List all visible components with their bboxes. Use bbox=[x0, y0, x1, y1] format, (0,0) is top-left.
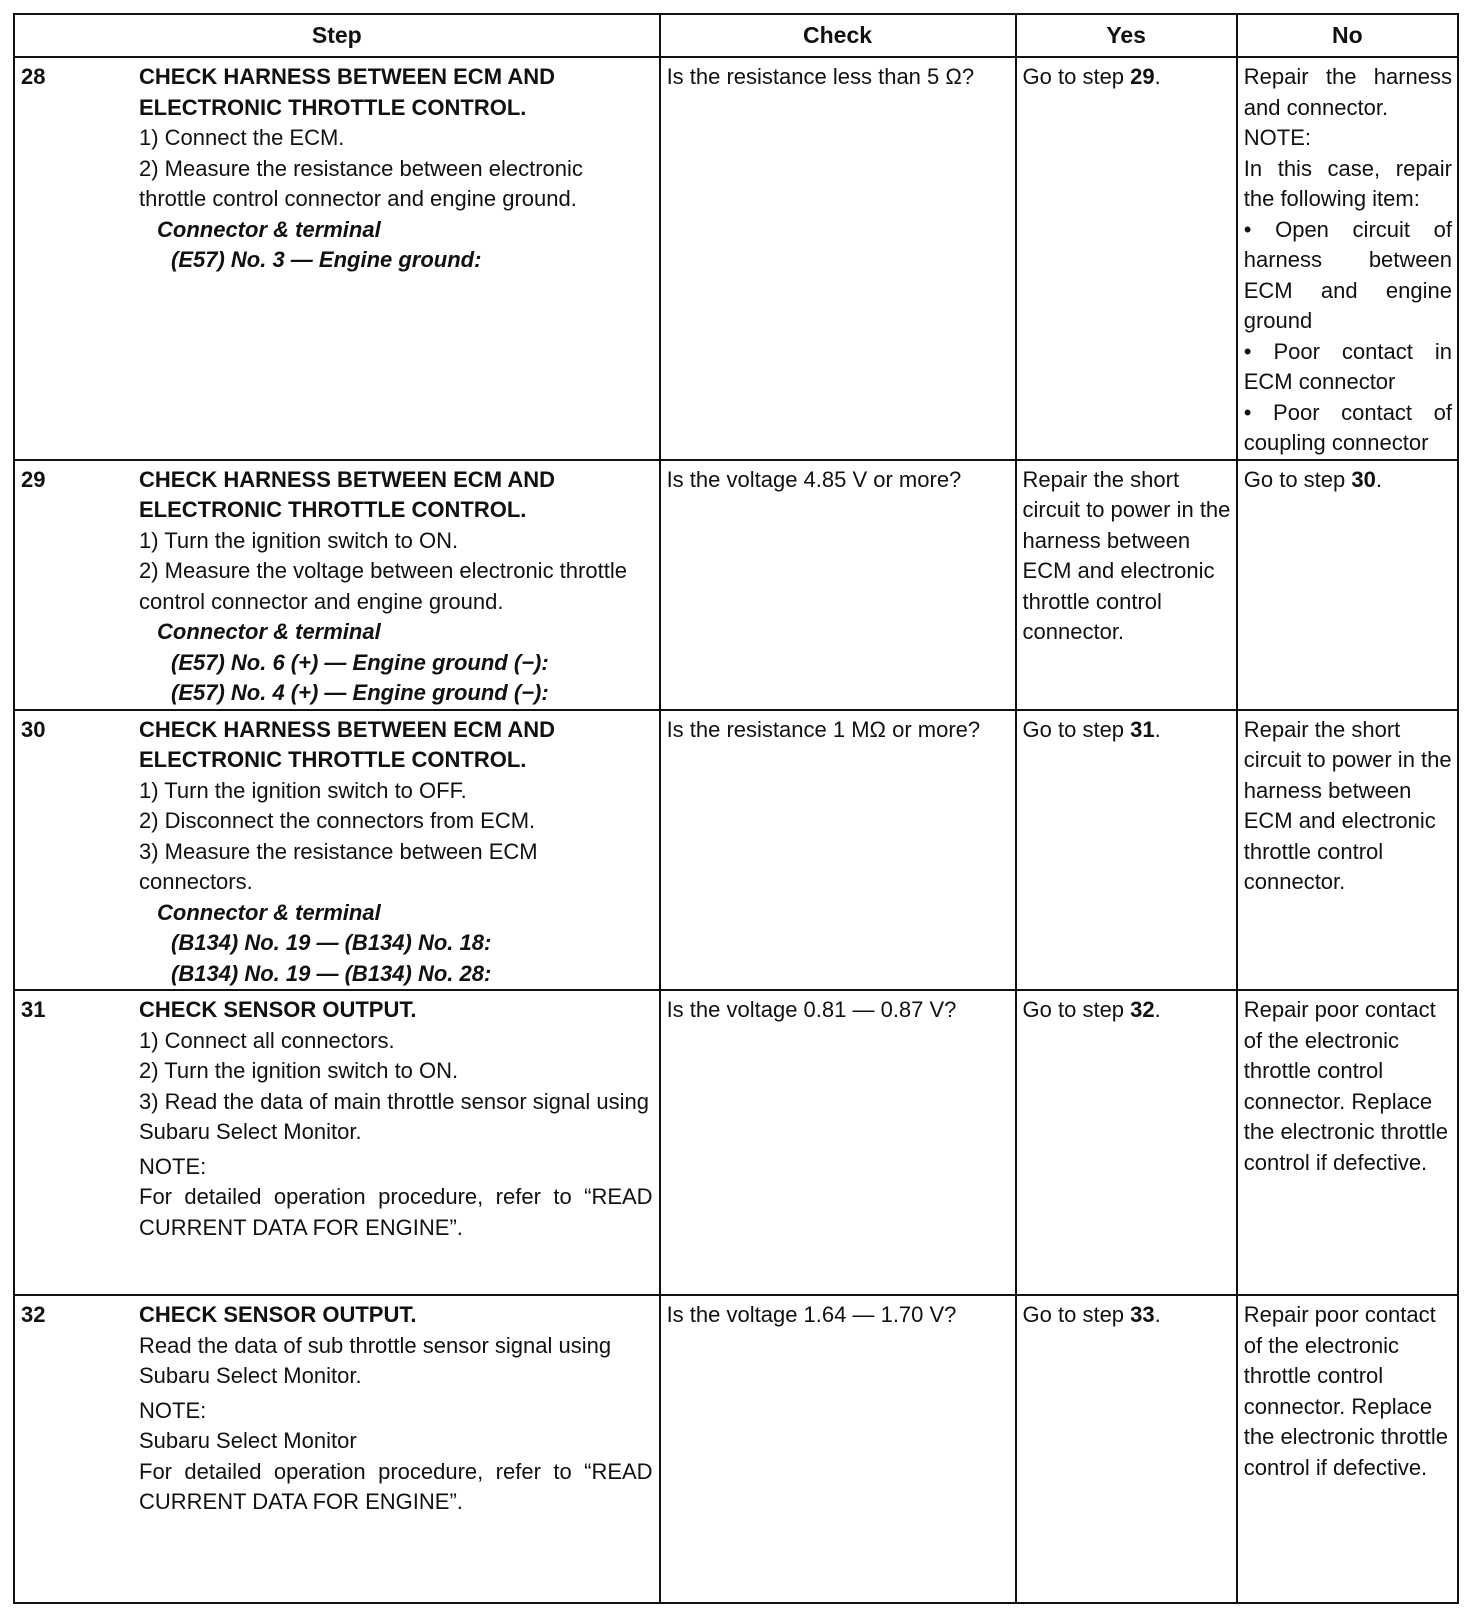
no-text: Repair poor contact of the electronic throttle control connector. Replace the electronic throttle control if defective. bbox=[1243, 997, 1448, 1175]
yes-text: Go to step 33. bbox=[1022, 1302, 1161, 1327]
no-cell bbox=[1237, 1295, 1458, 1603]
step-reference: 29 bbox=[1130, 64, 1155, 89]
check-text: Is the resistance 1 MΩ or more? bbox=[666, 716, 981, 742]
substep: 3) Read the data of main throttle sensor signal using Subaru Select Monitor. bbox=[139, 1088, 649, 1144]
no-text: Go to step 30. bbox=[1243, 466, 1382, 492]
check-text: Is the resistance less than 5 Ω? bbox=[666, 64, 975, 89]
step-number: 29 bbox=[21, 466, 46, 492]
step-title: CHECK HARNESS BETWEEN ECM AND ELECTRONIC THROTTLE CONTROL. bbox=[139, 716, 555, 772]
check-cell bbox=[660, 710, 1016, 991]
step-reference: 31 bbox=[1130, 716, 1155, 742]
header-no: No bbox=[1237, 14, 1458, 57]
note-subtitle: Subaru Select Monitor bbox=[139, 1428, 357, 1453]
step-number: 28 bbox=[21, 64, 46, 89]
step-cell bbox=[14, 710, 660, 991]
header-step: Step bbox=[14, 14, 660, 57]
connector-terminal-spec: (E57) No. 6 (+) — Engine ground (−): bbox=[171, 649, 549, 675]
connector-terminal-label: Connector & terminal bbox=[157, 899, 381, 925]
substep: 3) Measure the resistance between ECM connectors. bbox=[139, 838, 538, 894]
yes-text: Go to step 32. bbox=[1022, 997, 1161, 1022]
connector-terminal-spec: (E57) No. 4 (+) — Engine ground (−): bbox=[171, 680, 549, 705]
step-number: 30 bbox=[21, 716, 46, 742]
table-row bbox=[14, 710, 1458, 991]
note-text: For detailed operation procedure, refer to “READ CURRENT DATA FOR ENGINE”. bbox=[139, 1184, 653, 1240]
no-cell bbox=[1237, 57, 1458, 460]
connector-terminal-label: Connector & terminal bbox=[157, 216, 381, 242]
substep: 1) Connect the ECM. bbox=[139, 125, 345, 150]
connector-terminal-spec: (B134) No. 19 — (B134) No. 28: bbox=[171, 960, 492, 986]
table-row bbox=[14, 990, 1458, 1295]
substep: 2) Measure the voltage between electronic throttle control connector and engine ground. bbox=[139, 558, 627, 614]
connector-terminal-spec: (E57) No. 3 — Engine ground: bbox=[171, 247, 482, 272]
yes-cell bbox=[1016, 1295, 1237, 1603]
substep: 1) Turn the ignition switch to ON. bbox=[139, 527, 459, 553]
connector-terminal-spec: (B134) No. 19 — (B134) No. 18: bbox=[171, 930, 492, 955]
note-label: NOTE: bbox=[139, 1153, 207, 1179]
no-text: Repair poor contact of the electronic throttle control connector. Replace the electronic throttle control if defective. bbox=[1243, 1302, 1448, 1480]
step-reference: 32 bbox=[1130, 997, 1155, 1022]
note-label: NOTE: bbox=[139, 1397, 207, 1423]
check-text: Is the voltage 1.64 — 1.70 V? bbox=[666, 1302, 957, 1327]
step-number: 32 bbox=[21, 1302, 46, 1327]
step-title: CHECK HARNESS BETWEEN ECM AND ELECTRONIC THROTTLE CONTROL. bbox=[139, 466, 555, 522]
substep: 2) Disconnect the connectors from ECM. bbox=[139, 808, 536, 833]
yes-cell bbox=[1016, 990, 1237, 1295]
header-yes: Yes bbox=[1016, 14, 1237, 57]
no-text: Repair the harness and connector. NOTE: In this case, repair the following item: • Open circuit of harness between ECM and engine ground • Poor contact in ECM connector • Poor contact of coupling connector bbox=[1243, 64, 1452, 455]
no-text: Repair the short circuit to power in the harness between ECM and electronic throttle control connector. bbox=[1243, 716, 1452, 894]
substep: 2) Turn the ignition switch to ON. bbox=[139, 1058, 459, 1083]
check-text: Is the voltage 4.85 V or more? bbox=[666, 466, 962, 492]
substep: 2) Measure the resistance between electronic throttle control connector and engine ground. bbox=[139, 155, 583, 211]
no-cell bbox=[1237, 990, 1458, 1295]
check-cell bbox=[660, 990, 1016, 1295]
yes-cell bbox=[1016, 57, 1237, 460]
substep: 1) Turn the ignition switch to OFF. bbox=[139, 777, 467, 803]
yes-cell bbox=[1016, 460, 1237, 710]
step-title: CHECK SENSOR OUTPUT. bbox=[139, 1302, 417, 1327]
no-cell bbox=[1237, 460, 1458, 710]
substep: Read the data of sub throttle sensor signal using Subaru Select Monitor. bbox=[139, 1332, 612, 1388]
check-cell bbox=[660, 57, 1016, 460]
connector-terminal-label: Connector & terminal bbox=[157, 619, 381, 644]
table-row bbox=[14, 460, 1458, 710]
table-row bbox=[14, 57, 1458, 460]
step-reference: 30 bbox=[1351, 466, 1376, 492]
header-check: Check bbox=[660, 14, 1016, 57]
step-reference: 33 bbox=[1130, 1302, 1155, 1327]
check-text: Is the voltage 0.81 — 0.87 V? bbox=[666, 997, 957, 1022]
step-title: CHECK SENSOR OUTPUT. bbox=[139, 997, 417, 1022]
step-cell bbox=[14, 57, 660, 460]
yes-text: Repair the short circuit to power in the harness between ECM and electronic throttle control connector. bbox=[1022, 466, 1231, 644]
note-text: For detailed operation procedure, refer to “READ CURRENT DATA FOR ENGINE”. bbox=[139, 1458, 653, 1514]
step-cell bbox=[14, 990, 660, 1295]
check-cell bbox=[660, 1295, 1016, 1603]
no-cell bbox=[1237, 710, 1458, 991]
yes-cell bbox=[1016, 710, 1237, 991]
step-cell bbox=[14, 460, 660, 710]
step-cell bbox=[14, 1295, 660, 1603]
yes-text: Go to step 29. bbox=[1022, 64, 1161, 89]
step-number: 31 bbox=[21, 997, 46, 1022]
table-header-row bbox=[14, 14, 1458, 57]
step-title: CHECK HARNESS BETWEEN ECM AND ELECTRONIC THROTTLE CONTROL. bbox=[139, 64, 555, 120]
check-cell bbox=[660, 460, 1016, 710]
yes-text: Go to step 31. bbox=[1022, 716, 1161, 742]
table-row bbox=[14, 1295, 1458, 1603]
diagnosis-table bbox=[13, 13, 1459, 1604]
substep: 1) Connect all connectors. bbox=[139, 1027, 395, 1053]
